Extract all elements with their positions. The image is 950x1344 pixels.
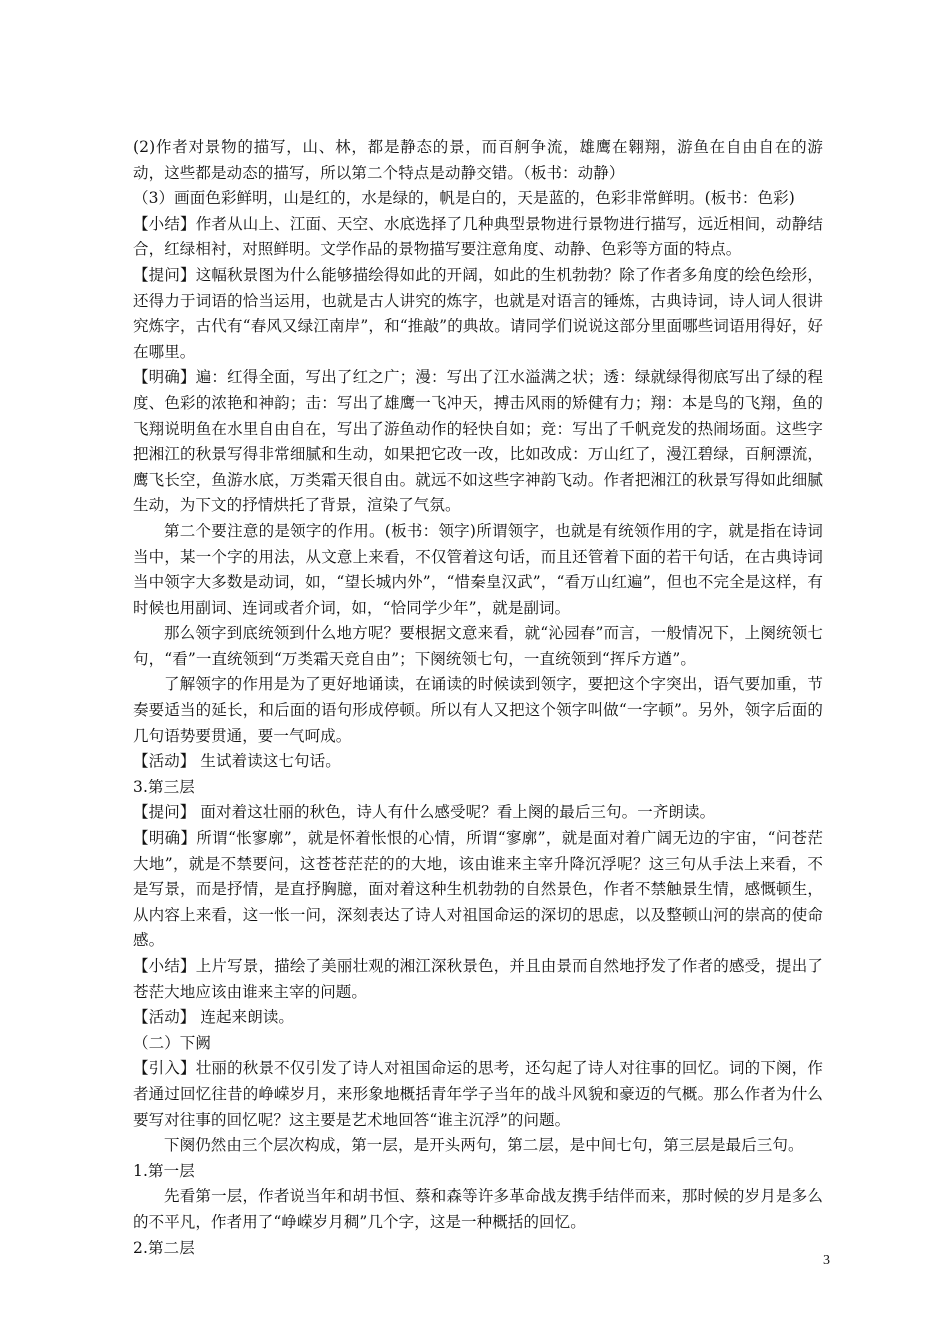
paragraph-1: (2)作者对景物的描写，山、林，都是静态的景，而百舸争流，雄鹰在翱翔，游鱼在自由自在的游动，这些都是动态的描写，所以第二个特点是动静交错。（板书：动静） (133, 138, 823, 182)
body-text (133, 135, 823, 1261)
paragraph-12: 【明确】所谓“怅寥廓”，就是怀着怅恨的心情，所谓“寥廓”，就是面对着广阔无边的宇宙，“问苍茫大地”，就是不禁要问，这苍苍茫茫的的大地，该由谁来主宰升降沉浮呢？这三句从手法上来看，不是写景，而是抒情，是直抒胸臆，面对着这种生机勃勃的自然景色，作者不禁触景生情，感慨顿生，从内容上来看，这一怅一问，深刻表达了诗人对祖国命运的深切的思虑，以及整顿山河的崇高的使命感。 (133, 829, 823, 950)
paragraph-16: 【引入】壮丽的秋景不仅引发了诗人对祖国命运的思考，还勾起了诗人对往事的回忆。词的下阕，作者通过回忆往昔的峥嵘岁月，来形象地概括青年学子当年的战斗风貌和豪迈的气概。那么作者为什么要写对往事的回忆呢？这主要是艺术地回答“谁主沉浮”的问题。 (133, 1059, 823, 1129)
section-heading-1: 1.第一层 (133, 1161, 195, 1180)
paragraph-2: （3）画面色彩鲜明，山是红的，水是绿的，帆是白的，天是蓝的，色彩非常鲜明。(板书：色彩) (133, 189, 795, 208)
paragraph-9: 【活动】 生试着读这七句话。 (133, 752, 341, 771)
section-heading-xiaque: （二）下阙 (133, 1033, 212, 1052)
paragraph-5: 【明确】遍：红得全面，写出了红之广；漫：写出了江水溢满之状；透：绿就绿得彻底写出了绿的程度、色彩的浓艳和神韵；击：写出了雄鹰一飞冲天，搏击风雨的矫健有力；翔：本是鸟的飞翔，鱼的飞翔说明鱼在水里自由自在，写出了游鱼动作的轻快自如；竞：写出了千帆竞发的热闹场面。这些字把湘江的秋景写得非常细腻和生动，如果把它改一改，比如改成：万山红了，漫江碧绿，百舸漂流，鹰飞长空，鱼游水底，万类霜天很自由。就远不如这些字神韵飞动。作者把湘江的秋景写得如此细腻生动，为下文的抒情烘托了背景，渲染了气氛。 (133, 368, 823, 515)
paragraph-3: 【小结】作者从山上、江面、天空、水底选择了几种典型景物进行景物进行描写，远近相间，动静结合，红绿相衬，对照鲜明。文学作品的景物描写要注意角度、动静、色彩等方面的特点。 (133, 214, 823, 259)
section-heading-3: 3.第三层 (133, 777, 195, 796)
paragraph-11: 【提问】 面对着这壮丽的秋色，诗人有什么感受呢？看上阕的最后三句。一齐朗读。 (133, 803, 716, 822)
paragraph-7: 那么领字到底统领到什么地方呢？要根据文意来看，就“沁园春”而言，一般情况下，上阕统领七句，“看”一直统领到“万类霜天竞自由”；下阕统领七句，一直统领到“挥斥方遒”。 (133, 624, 823, 668)
paragraph-13: 【小结】上片写景，描绘了美丽壮观的湘江深秋景色，并且由景而自然地抒发了作者的感受，提出了苍茫大地应该由谁来主宰的问题。 (133, 957, 823, 1001)
paragraph-4: 【提问】这幅秋景图为什么能够描绘得如此的开阔，如此的生机勃勃？除了作者多角度的绘色绘形，还得力于词语的恰当运用，也就是古人讲究的炼字，也就是对语言的锤炼，古典诗词，诗人词人很讲究炼字，古代有“春风又绿江南岸”，和“推敲”的典故。请同学们说说这部分里面哪些词语用得好，好在哪里。 (133, 265, 823, 361)
paragraph-14: 【活动】 连起来朗读。 (133, 1008, 295, 1027)
paragraph-8: 了解领字的作用是为了更好地诵读，在诵读的时候读到领字，要把这个字突出，语气要加重，节奏要适当的延长，和后面的语句形成停顿。所以有人又把这个领字叫做“一字顿”。另外，领字后面的几句语势要贯通，要一气呵成。 (133, 675, 823, 745)
page-number: 3 (823, 1253, 830, 1268)
section-heading-2: 2.第二层 (133, 1238, 195, 1257)
paragraph-6: 第二个要注意的是领字的作用。(板书：领字)所谓领字，也就是有统领作用的字，就是指在诗词当中，某一个字的用法，从文意上来看，不仅管着这句话，而且还管着下面的若干句话，在古典诗词当中领字大多数是动词，如，“望长城内外”，“惜秦皇汉武”，“看万山红遍”，但也不完全是这样，有时候也用副词、连词或者介词，如，“恰同学少年”，就是副词。 (133, 521, 823, 617)
paragraph-19: 先看第一层，作者说当年和胡书恒、蔡和森等许多革命战友携手结伴而来，那时候的岁月是多么的不平凡，作者用了“峥嵘岁月稠”几个字，这是一种概括的回忆。 (133, 1187, 823, 1231)
paragraph-17: 下阕仍然由三个层次构成，第一层，是开头两句，第二层，是中间七句，第三层是最后三句。 (164, 1136, 804, 1155)
